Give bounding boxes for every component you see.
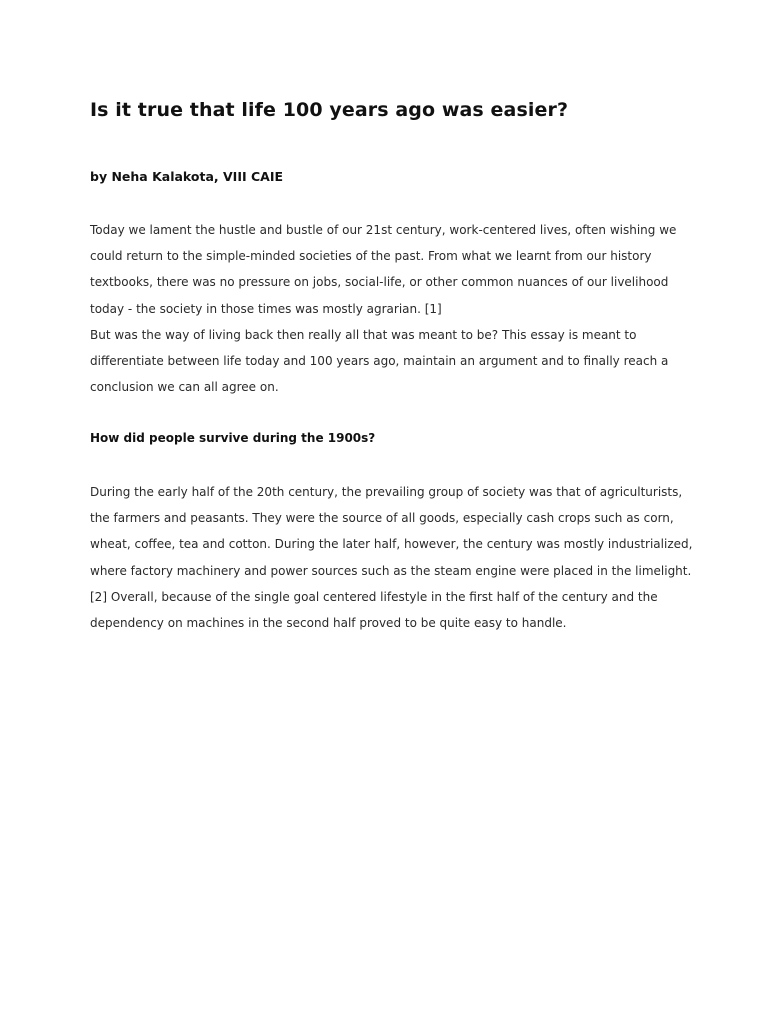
- section-paragraph: [90, 479, 692, 636]
- paragraph-line: could return to the simple-minded societies of the past. From what we learnt from our history: [90, 249, 652, 264]
- paragraph-line: today - the society in those times was mostly agrarian. [1]: [90, 301, 442, 316]
- paragraph-line: During the early half of the 20th century, the prevailing group of society was that of agriculturists,: [90, 485, 683, 499]
- paragraph-line: [2] Overall, because of the single goal centered lifestyle in the first half of the century and the: [90, 589, 658, 604]
- paragraph-line: wheat, coffee, tea and cotton. During the later half, however, the century was mostly industrialized,: [90, 537, 693, 552]
- paragraph-line: Today we lament the hustle and bustle of our 21st century, work-centered lives, often wishing we: [90, 223, 677, 237]
- paragraph-line: where factory machinery and power sources such as the steam engine were placed in the limelight.: [90, 563, 692, 578]
- paragraph-line: differentiate between life today and 100 years ago, maintain an argument and to finally reach a: [90, 353, 669, 368]
- paragraph-line: dependency on machines in the second half proved to be quite easy to handle.: [90, 615, 567, 630]
- paragraph-line: conclusion we can all agree on.: [90, 380, 279, 395]
- paragraph-line: But was the way of living back then really all that was meant to be? This essay is meant to: [90, 327, 637, 342]
- paragraph-line: the farmers and peasants. They were the source of all goods, especially cash crops such as corn,: [90, 511, 674, 526]
- paragraph-line: textbooks, there was no pressure on jobs, social-life, or other common nuances of our livelihood: [90, 275, 669, 290]
- section-heading: How did people survive during the 1900s?: [90, 431, 376, 445]
- author-byline: by Neha Kalakota, VIII CAIE: [90, 169, 284, 184]
- intro-paragraph: [90, 217, 676, 400]
- page-title: Is it true that life 100 years ago was easier?: [90, 99, 569, 121]
